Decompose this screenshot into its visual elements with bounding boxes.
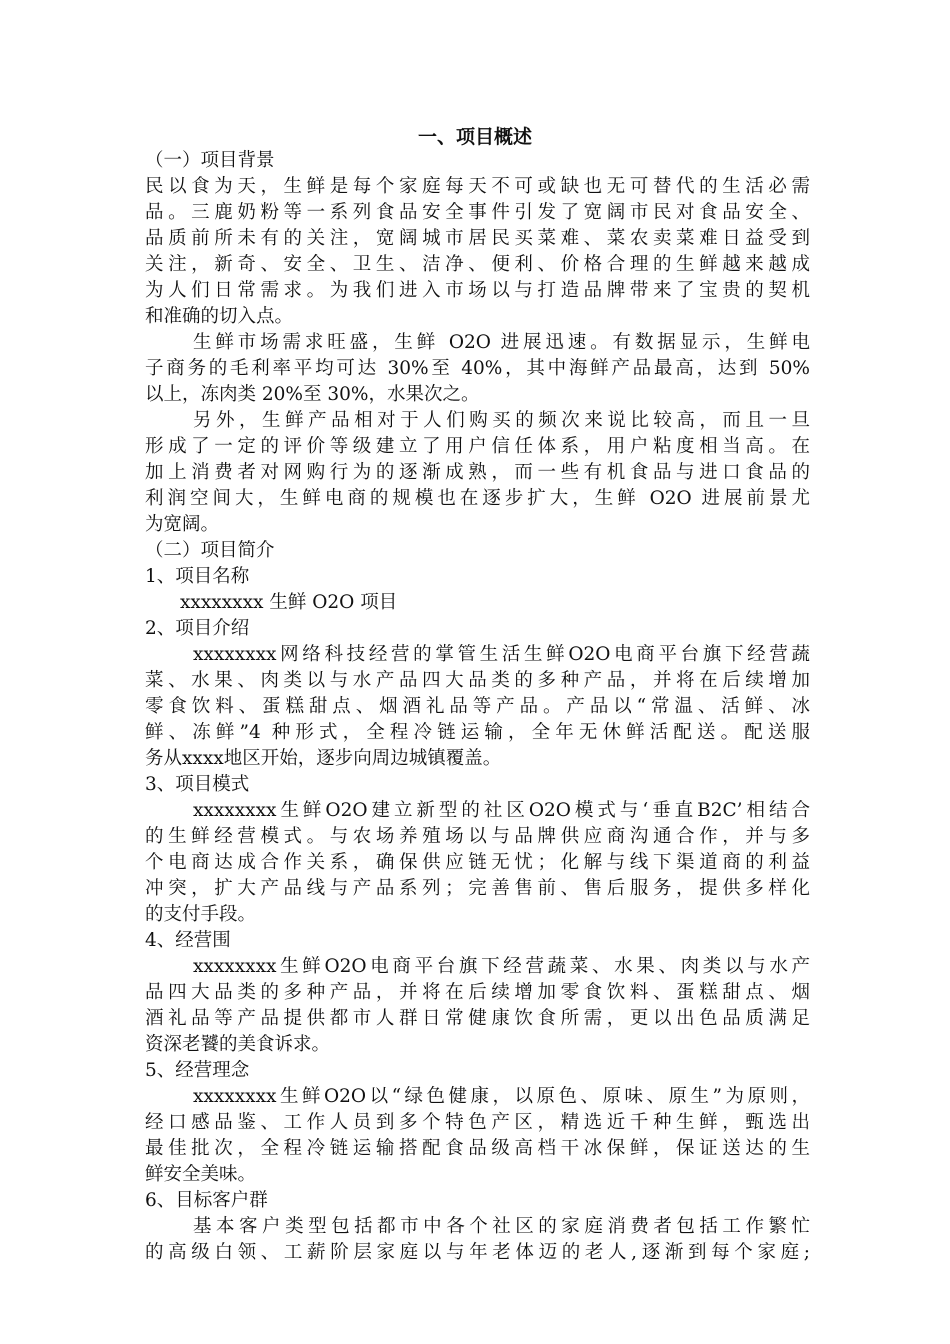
paragraph-line: 零食饮料、蛋糕甜点、烟酒礼品等产品。产品以“常温、活鲜、冰: [145, 696, 810, 717]
section-heading-intro: （二）项目简介: [145, 540, 275, 561]
paragraph-line: 为人们日常需求。为我们进入市场以与打造品牌带来了宝贵的契机: [145, 280, 810, 301]
paragraph-line: 冲突，扩大产品线与产品系列；完善售前、售后服务，提供多样化: [145, 878, 810, 899]
paragraph-line: 子商务的毛利率平均可达 30%至 40%，其中海鲜产品最高，达到 50%: [145, 358, 810, 379]
subheading-project-name: 1、项目名称: [145, 566, 250, 587]
paragraph-line: 形成了一定的评价等级建立了用户信任体系，用户粘度相当高。在: [145, 436, 810, 457]
paragraph-line: 酒礼品等产品提供都市人群日常健康饮食所需，更以出色品质满足: [145, 1008, 810, 1029]
paragraph-line: 和准确的切入点。: [145, 306, 294, 327]
project-name-text: xxxxxxxx 生鲜 O2O 项目: [180, 592, 398, 613]
paragraph-line: 个电商达成合作关系，确保供应链无忧；化解与线下渠道商的利益: [145, 852, 810, 873]
paragraph-line: 民以食为天，生鲜是每个家庭每天不可或缺也无可替代的生活必需: [145, 176, 810, 197]
doc-title: 一、项目概述: [417, 126, 532, 148]
paragraph-line: 品。三鹿奶粉等一系列食品安全事件引发了宽阔市民对食品安全、: [145, 202, 810, 223]
paragraph-line: xxxxxxxx生鲜O2O建立新型的社区O2O模式与‘垂直B2C’相结合: [193, 800, 810, 821]
paragraph-line: 资深老饕的美食诉求。: [145, 1034, 331, 1055]
paragraph-line: 基本客户类型包括都市中各个社区的家庭消费者包括工作繁忙: [193, 1216, 810, 1237]
paragraph-line: 生鲜市场需求旺盛，生鲜 O2O 进展迅速。有数据显示，生鲜电: [193, 332, 810, 353]
paragraph-line: 鲜安全美味。: [145, 1164, 257, 1185]
paragraph-line: xxxxxxxx网络科技经营的掌管生活生鲜O2O电商平台旗下经营蔬: [193, 644, 810, 665]
paragraph-line: 品四大品类的多种产品，并将在后续增加零食饮料、蛋糕甜点、烟: [145, 982, 810, 1003]
paragraph-line: 为宽阔。: [145, 514, 220, 535]
paragraph-line: 经口感品鉴、工作人员到多个特色产区，精选近千种生鲜，甄选出: [145, 1112, 810, 1133]
paragraph-line: 加上消费者对网购行为的逐渐成熟，而一些有机食品与进口食品的: [145, 462, 810, 483]
paragraph-line: 的生鲜经营模式。与农场养殖场以与品牌供应商沟通合作，并与多: [145, 826, 810, 847]
paragraph-line: xxxxxxxx生鲜O2O以“绿色健康，以原色、原味、原生”为原则，: [193, 1086, 810, 1107]
paragraph-line: 以上，冻肉类 20%至 30%，水果次之。: [145, 384, 480, 405]
subheading-project-mode: 3、项目模式: [145, 774, 250, 795]
paragraph-line: 的支付手段。: [145, 904, 257, 925]
paragraph-line: xxxxxxxx生鲜O2O电商平台旗下经营蔬菜、水果、肉类以与水产: [193, 956, 810, 977]
paragraph-line: 品质前所未有的关注，宽阔城市居民买菜难、菜农卖菜难日益受到: [145, 228, 810, 249]
subheading-project-intro: 2、项目介绍: [145, 618, 250, 639]
paragraph-line: 务从xxxx地区开始，逐步向周边城镇覆盖。: [145, 748, 502, 769]
paragraph-line: 的高级白领、工薪阶层家庭以与年老体迈的老人,逐渐到每个家庭;: [145, 1242, 810, 1263]
paragraph-line: 另外，生鲜产品相对于人们购买的频次来说比较高，而且一旦: [193, 410, 810, 431]
subheading-scope: 4、经营围: [145, 930, 231, 951]
paragraph-line: 利润空间大，生鲜电商的规模也在逐步扩大，生鲜 O2O 进展前景尤: [145, 488, 810, 509]
section-heading-background: （一）项目背景: [145, 150, 275, 171]
paragraph-line: 关注，新奇、安全、卫生、洁净、便利、价格合理的生鲜越来越成: [145, 254, 810, 275]
subheading-target: 6、目标客户群: [145, 1190, 268, 1211]
paragraph-line: 菜、水果、肉类以与水产品四大品类的多种产品，并将在后续增加: [145, 670, 810, 691]
paragraph-line: 鲜、冻鲜”4 种形式，全程冷链运输，全年无休鲜活配送。配送服: [145, 722, 810, 743]
subheading-idea: 5、经营理念: [145, 1060, 250, 1081]
paragraph-line: 最佳批次，全程冷链运输搭配食品级高档干冰保鲜，保证送达的生: [145, 1138, 810, 1159]
